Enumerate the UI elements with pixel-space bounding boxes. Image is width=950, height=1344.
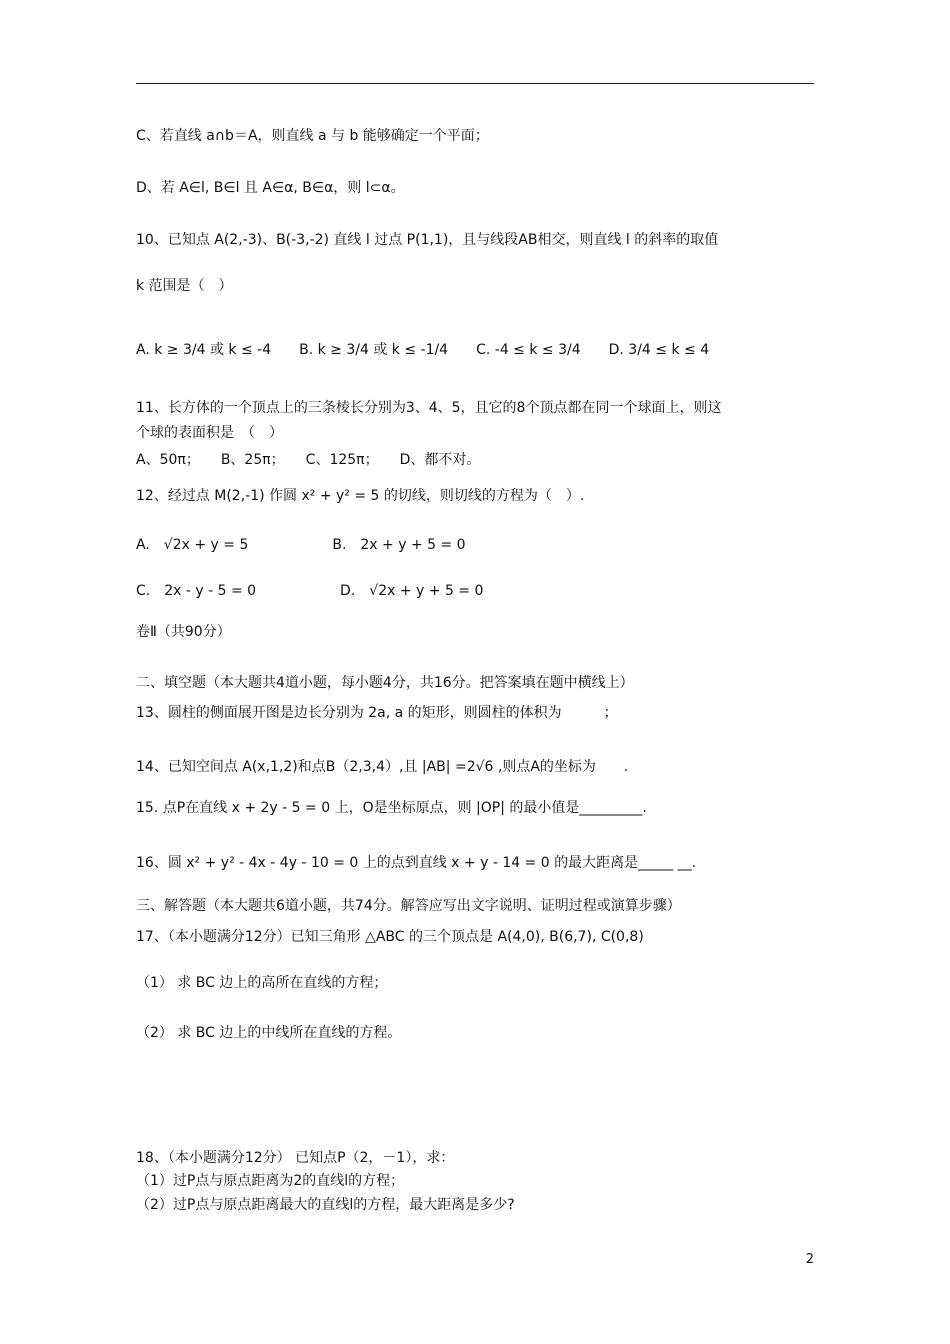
text-line: 15. 点P在直线 x + 2y - 5 = 0 上，O是坐标原点，则 |OP| 的最小值是_________. — [136, 800, 647, 816]
text-line: 12、经过点 M(2,-1) 作圆 x² + y² = 5 的切线，则切线的方程为（ ）. — [136, 488, 585, 504]
text-line: A. √2x + y = 5 B. 2x + y + 5 = 0 — [136, 537, 466, 553]
text-line: 11、长方体的一个顶点上的三条棱长分别为3、4、5，且它的8个顶点都在同一个球面上，则这 — [136, 400, 722, 416]
header-rule — [136, 83, 814, 84]
text-line: 18、（本小题满分12分） 已知点P（2，－1），求： — [136, 1150, 455, 1166]
text-line: 二、填空题（本大题共4道小题，每小题4分，共16分。把答案填在题中横线上） — [136, 675, 634, 691]
text-line: （2）过P点与原点距离最大的直线l的方程，最大距离是多少? — [136, 1197, 515, 1213]
text-line: （1）过P点与原点距离为2的直线l的方程； — [136, 1173, 405, 1189]
text-line: 13、圆柱的侧面展开图是边长分别为 2a, a 的矩形，则圆柱的体积为 ； — [136, 705, 618, 721]
text-line: A. k ≥ 3/4 或 k ≤ -4 B. k ≥ 3/4 或 k ≤ -1/4 C. -4 ≤ k ≤ 3/4 D. 3/4 ≤ k ≤ 4 — [136, 342, 710, 358]
text-line: 17、（本小题满分12分）已知三角形 △ABC 的三个顶点是 A(4,0), B(6,7), C(0,8) — [136, 929, 644, 945]
text-line: 16、圆 x² + y² - 4x - 4y - 10 = 0 上的点到直线 x + y - 14 = 0 的最大距离是_____ __. — [136, 855, 697, 871]
text-line: A、50π； B、25π； C、125π； D、都不对。 — [136, 452, 481, 468]
page-number: 2 — [805, 1252, 814, 1267]
text-line: D、若 A∈l, B∈l 且 A∈α, B∈α，则 l⊂α。 — [136, 180, 405, 196]
text-line: C、若直线 a∩b＝A，则直线 a 与 b 能够确定一个平面； — [136, 128, 489, 144]
text-line: C. 2x - y - 5 = 0 D. √2x + y + 5 = 0 — [136, 583, 484, 599]
text-line: 14、已知空间点 A(x,1,2)和点B（2,3,4）,且 |AB| =2√6 ,则点A的坐标为 . — [136, 759, 629, 775]
text-line: （2） 求 BC 边上的中线所在直线的方程。 — [136, 1025, 402, 1041]
text-line: 三、解答题（本大题共6道小题，共74分。解答应写出文字说明、证明过程或演算步骤） — [136, 898, 681, 914]
text-line: （1） 求 BC 边上的高所在直线的方程； — [136, 975, 388, 991]
text-line: 卷Ⅱ（共90分） — [136, 624, 231, 640]
text-line: 个球的表面积是 （ ） — [136, 425, 283, 441]
text-line: k 范围是（ ） — [136, 278, 233, 294]
text-line: 10、已知点 A(2,-3)、B(-3,-2) 直线 l 过点 P(1,1)，且与线段AB相交，则直线 l 的斜率的取值 — [136, 232, 719, 248]
